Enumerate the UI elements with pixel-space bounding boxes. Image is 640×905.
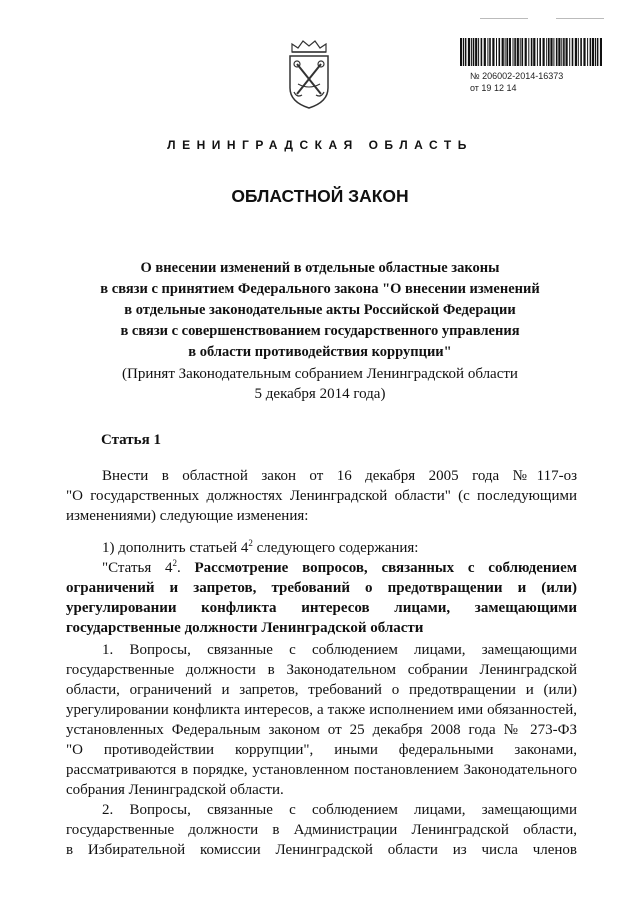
law-title-line: О внесении изменений в отдельные областные законы (140, 260, 500, 276)
adoption-note-line: 5 декабря 2014 года) (254, 386, 386, 402)
barcode-bar (492, 38, 494, 66)
barcode-bar (533, 38, 535, 66)
barcode-bar (475, 38, 477, 66)
law-title-line: в отдельные законодательные акты Российской Федерации (124, 302, 516, 318)
barcode-bar (478, 38, 479, 66)
barcode-bar (505, 38, 506, 66)
new-article-superscript: 2 (172, 558, 177, 568)
intro-line: изменениями) следующие изменения: (66, 508, 309, 524)
barcode-bar (580, 38, 582, 66)
barcode-bar (506, 38, 508, 66)
barcode-bar (463, 38, 464, 66)
barcode-bar (509, 38, 511, 66)
law-title (60, 258, 580, 363)
barcode-bar (487, 38, 488, 66)
new-article-title-line: государственные должности Ленинградской области (66, 620, 424, 636)
paragraph-2-line: 2. Вопросы, связанные с соблюдением лицами, замещающими (102, 802, 577, 818)
barcode-bar (460, 38, 462, 66)
barcode-bar (569, 38, 570, 66)
barcode-bar (468, 38, 470, 66)
barcode-bar (578, 38, 579, 66)
barcode-bar (597, 38, 599, 66)
section-paragraph-2 (66, 800, 577, 860)
barcode-bar (600, 38, 602, 66)
paragraph-1-line: области, ограничений и запретов, требований о предотвращении и (или) (66, 682, 577, 698)
paragraph-1-line: "О противодействии коррупции", иными федеральными законами, (66, 742, 577, 758)
barcode-bar (496, 38, 497, 66)
paragraph-2-line: государственные должности в Администрации Ленинградской области, (66, 822, 577, 838)
scan-artifact-line (480, 18, 528, 19)
barcode-bar (583, 38, 585, 66)
registration-date: от 19 12 14 (470, 83, 517, 93)
new-article-title-line: ограничений и запретов, требований о предотвращении и (или) (66, 580, 577, 596)
paragraph-1-line: урегулировании конфликта интересов, а также исполнением ими обязанностей, (66, 702, 577, 718)
barcode-bar (595, 38, 596, 66)
region-name: ЛЕНИНГРАДСКАЯ ОБЛАСТЬ (167, 138, 473, 152)
paragraph-1-line: рассматриваются в порядке, установленном постановлением Законодательного (66, 762, 577, 778)
intro-line: "О государственных должностях Ленинградской области" (с последующими (66, 488, 577, 504)
item-1-text-after: следующего содержания: (252, 540, 419, 556)
intro-paragraph (66, 466, 577, 526)
barcode-bar (587, 38, 588, 66)
paragraph-1-line: собрания Ленинградской области. (66, 782, 284, 798)
new-article-title-line: урегулировании конфликта интересов лицами, замещающими (66, 600, 577, 616)
barcode-bar (553, 38, 554, 66)
barcode-bar (525, 38, 527, 66)
barcode-bar (548, 38, 550, 66)
barcode-bar (550, 38, 552, 66)
barcode-bar (522, 38, 524, 66)
new-article-heading (66, 558, 577, 638)
registration-stamp (470, 70, 563, 94)
paragraph-1-line: государственные должности в Законодательном собрании Ленинградской (66, 662, 577, 678)
barcode-bar (575, 38, 577, 66)
barcode-bar (546, 38, 547, 66)
item-1-text: 1) дополнить статьей 4 (102, 540, 249, 556)
law-title-line: в связи с совершенствованием государственного управления (120, 323, 520, 339)
adoption-note-line: (Принят Законодательным собранием Ленинградской области (122, 366, 518, 382)
law-type-heading: ОБЛАСТНОЙ ЗАКОН (231, 186, 409, 206)
barcode-bar (481, 38, 483, 66)
barcode-bar (517, 38, 519, 66)
new-article-prefix-text: "Статья 4 (102, 560, 173, 576)
law-title-line: в области противодействия коррупции" (188, 344, 452, 360)
barcode-bar (543, 38, 545, 66)
amendment-item-1 (66, 538, 577, 558)
new-article-prefix (102, 560, 181, 576)
barcode-bar (566, 38, 568, 66)
barcode-bar (465, 38, 467, 66)
barcode-bar (558, 38, 560, 66)
new-article-first-line (66, 558, 577, 578)
paragraph-2-line: в Избирательной комиссии Ленинградской области из числа членов (66, 842, 577, 858)
coat-of-arms-emblem (284, 38, 334, 110)
paragraph-1-line: установленных Федеральным законом от 25 декабря 2008 года № 273-ФЗ (66, 722, 577, 738)
barcode-bar (489, 38, 491, 66)
barcode-bar (514, 38, 516, 66)
item-1-superscript: 2 (248, 538, 253, 548)
barcode-bar (513, 38, 514, 66)
registration-number: № 206002-2014-16373 (470, 71, 564, 81)
barcode-bar (563, 38, 565, 66)
barcode-bar (590, 38, 592, 66)
scan-artifact-line (556, 18, 604, 19)
barcode-bar (537, 38, 538, 66)
intro-line: Внести в областной закон от 16 декабря 2005 года №117-оз (102, 468, 577, 484)
new-article-title-start: Рассмотрение вопросов, связанных с соблюдением (194, 560, 578, 576)
barcode-bar (561, 38, 562, 66)
section-paragraph-1 (66, 640, 577, 800)
barcode-bar (528, 38, 529, 66)
adoption-note (60, 364, 580, 404)
barcode-bar (484, 38, 486, 66)
registration-barcode (460, 38, 602, 66)
barcode-bar (572, 38, 574, 66)
barcode-bar (502, 38, 504, 66)
item-1-line (66, 538, 577, 558)
barcode-bar (592, 38, 594, 66)
barcode-bar (473, 38, 475, 66)
barcode-bar (499, 38, 501, 66)
article-heading: Статья 1 (101, 432, 161, 448)
barcode-bar (539, 38, 541, 66)
law-title-line: в связи с принятием Федерального закона "О внесении изменений (100, 281, 540, 297)
barcode-bar (531, 38, 533, 66)
new-article-prefix-dot: . (177, 560, 181, 576)
barcode-bar (520, 38, 521, 66)
paragraph-1-line: 1. Вопросы, связанные с соблюдением лицами, замещающими (102, 642, 577, 658)
barcode-bar (471, 38, 472, 66)
barcode-bar (556, 38, 558, 66)
